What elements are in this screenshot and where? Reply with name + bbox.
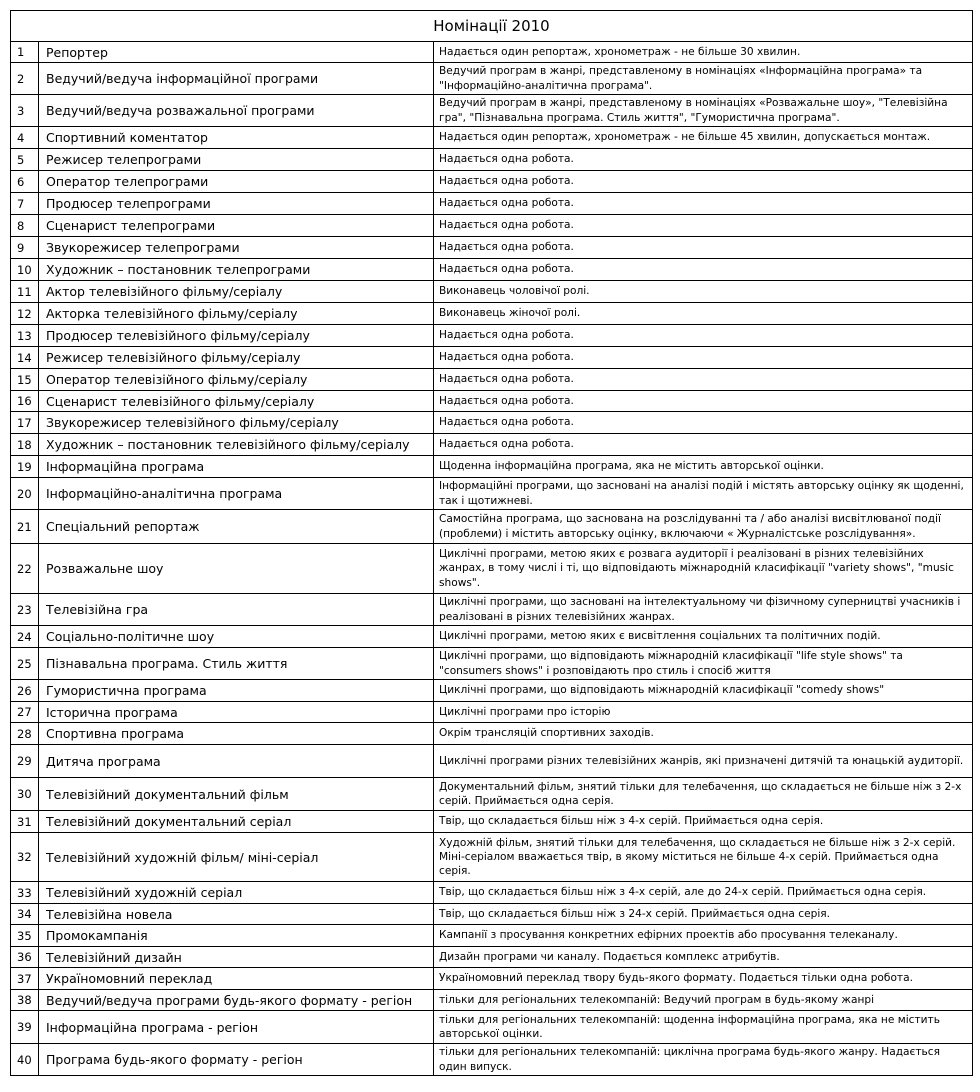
table-title: Номінації 2010 [11, 11, 973, 42]
table-row [11, 626, 973, 648]
table-row [11, 882, 973, 904]
table-row [11, 281, 973, 303]
table-row [11, 193, 973, 215]
table-row [11, 510, 973, 544]
nomination-description: Надається одна робота. [434, 434, 973, 456]
row-number: 11 [11, 281, 39, 303]
nomination-description: Виконавець жіночої ролі. [434, 303, 973, 325]
table-row [11, 127, 973, 149]
nomination-name: Телевізійна гра [39, 594, 434, 626]
row-number: 22 [11, 544, 39, 594]
row-number: 17 [11, 412, 39, 434]
nomination-description: Дизайн програми чи каналу. Подається комплекс атрибутів. [434, 947, 973, 968]
row-number: 32 [11, 833, 39, 882]
nomination-description: Надається одна робота. [434, 391, 973, 412]
row-number: 7 [11, 193, 39, 215]
row-number: 35 [11, 925, 39, 947]
row-number: 10 [11, 259, 39, 281]
table-row [11, 149, 973, 171]
table-row [11, 968, 973, 990]
table-row [11, 259, 973, 281]
row-number: 40 [11, 1044, 39, 1076]
nomination-name: Пізнавальна програма. Стиль життя [39, 648, 434, 680]
nomination-description: Надається одна робота. [434, 325, 973, 347]
table-row [11, 833, 973, 882]
nomination-name: Інформаційна програма - регіон [39, 1011, 434, 1044]
row-number: 16 [11, 391, 39, 412]
nomination-description: Інформаційні програми, що засновані на аналізі подій і містять авторську оцінку як щоденні, так і щотижневі. [434, 478, 973, 510]
nomination-description: Надається одна робота. [434, 369, 973, 391]
row-number: 29 [11, 745, 39, 778]
table-title-row [11, 11, 973, 42]
nomination-name: Історична програма [39, 702, 434, 723]
nomination-description: Ведучий програм в жанрі, представленому в номінаціях «Розважальне шоу», "Телевізійна гра", "Пізнавальна програма. Стиль життя", "Гумористична програма". [434, 95, 973, 127]
table-row [11, 347, 973, 369]
nominations-table [10, 10, 973, 1076]
nomination-name: Спеціальний репортаж [39, 510, 434, 544]
nominations-document [10, 10, 973, 1076]
nomination-description: Виконавець чоловічої ролі. [434, 281, 973, 303]
nomination-description: Циклічні програми, що відповідають міжнародній класифікації "comedy shows" [434, 680, 973, 702]
table-row [11, 42, 973, 63]
row-number: 30 [11, 778, 39, 811]
row-number: 25 [11, 648, 39, 680]
row-number: 31 [11, 811, 39, 833]
nomination-description: тільки для регіональних телекомпаній: щоденна інформаційна програма, яка не містить авторської оцінки. [434, 1011, 973, 1044]
nomination-name: Режисер телевізійного фільму/серіалу [39, 347, 434, 369]
row-number: 26 [11, 680, 39, 702]
table-row [11, 412, 973, 434]
row-number: 13 [11, 325, 39, 347]
nomination-name: Продюсер телепрограми [39, 193, 434, 215]
nomination-name: Телевізійний художній фільм/ міні-серіал [39, 833, 434, 882]
table-row [11, 745, 973, 778]
row-number: 38 [11, 990, 39, 1011]
nomination-name: Художник – постановник телевізійного фільму/серіалу [39, 434, 434, 456]
row-number: 12 [11, 303, 39, 325]
table-row [11, 95, 973, 127]
nomination-name: Оператор телепрограми [39, 171, 434, 193]
nomination-name: Звукорежисер телепрограми [39, 237, 434, 259]
row-number: 5 [11, 149, 39, 171]
nomination-name: Гумористична програма [39, 680, 434, 702]
table-row [11, 434, 973, 456]
nomination-description: Надається одна робота. [434, 149, 973, 171]
nomination-description: Надається одна робота. [434, 193, 973, 215]
nomination-name: Художник – постановник телепрограми [39, 259, 434, 281]
nomination-description: Ведучий програм в жанрі, представленому в номінаціях «Інформаційна програма» та "Інформаційно-аналітична програма". [434, 63, 973, 95]
table-row [11, 215, 973, 237]
table-row [11, 456, 973, 478]
nomination-description: Циклічні програми різних телевізійних жанрів, які призначені дитячій та юнацькій аудиторії. [434, 745, 973, 778]
row-number: 37 [11, 968, 39, 990]
table-row [11, 369, 973, 391]
row-number: 19 [11, 456, 39, 478]
row-number: 9 [11, 237, 39, 259]
nomination-name: Телевізійний документальний серіал [39, 811, 434, 833]
table-row [11, 171, 973, 193]
nomination-name: Телевізійний художній серіал [39, 882, 434, 904]
table-row [11, 990, 973, 1011]
table-row [11, 237, 973, 259]
nomination-name: Дитяча програма [39, 745, 434, 778]
nomination-description: Циклічні програми, що відповідають міжнародній класифікації "life style shows" та "consumers shows" і розповідають про стиль і спосіб життя [434, 648, 973, 680]
nomination-name: Ведучий/ведуча інформаційної програми [39, 63, 434, 95]
nomination-description: Циклічні програми, що засновані на інтелектуальному чи фізичному суперництві учасників і реалізовані в різних телевізійних жанрах. [434, 594, 973, 626]
nomination-name: Інформаційно-аналітична програма [39, 478, 434, 510]
nomination-name: Акторка телевізійного фільму/серіалу [39, 303, 434, 325]
row-number: 36 [11, 947, 39, 968]
table-row [11, 1044, 973, 1076]
nomination-description: Кампанії з просування конкретних ефірних проектів або просування телеканалу. [434, 925, 973, 947]
table-row [11, 1011, 973, 1044]
nomination-name: Інформаційна програма [39, 456, 434, 478]
nomination-name: Програма будь-якого формату - регіон [39, 1044, 434, 1076]
nomination-name: Сценарист телепрограми [39, 215, 434, 237]
nomination-name: Актор телевізійного фільму/серіалу [39, 281, 434, 303]
nomination-description: Циклічні програми, метою яких є розвага аудиторії і реалізовані в різних телевізійних жанрах, в тому числі і ті, що відповідають міжнародній класифікації "variety shows", "music shows". [434, 544, 973, 594]
nomination-description: тільки для регіональних телекомпаній: циклічна програма будь-якого жанру. Надається один випуск. [434, 1044, 973, 1076]
table-row [11, 925, 973, 947]
nomination-description: Самостійна програма, що заснована на розслідуванні та / або аналізі висвітлюваної події (проблеми) і містить авторську оцінку, включаючи « Журналістське розслідування». [434, 510, 973, 544]
nomination-description: Циклічні програми, метою яких є висвітлення соціальних та політичних подій. [434, 626, 973, 648]
table-row [11, 723, 973, 745]
row-number: 21 [11, 510, 39, 544]
nomination-name: Розважальне шоу [39, 544, 434, 594]
table-row [11, 325, 973, 347]
row-number: 2 [11, 63, 39, 95]
table-row [11, 680, 973, 702]
row-number: 3 [11, 95, 39, 127]
nomination-description: Надається один репортаж, хронометраж - не більше 45 хвилин, допускається монтаж. [434, 127, 973, 149]
nomination-name: Україномовний переклад [39, 968, 434, 990]
nomination-name: Сценарист телевізійного фільму/серіалу [39, 391, 434, 412]
nomination-description: Надається одна робота. [434, 347, 973, 369]
row-number: 33 [11, 882, 39, 904]
nomination-description: Надається одна робота. [434, 237, 973, 259]
nomination-description: Документальний фільм, знятий тільки для телебачення, що складається не більше ніж з 2-х серій. Приймається одна серія. [434, 778, 973, 811]
nomination-name: Телевізійний дизайн [39, 947, 434, 968]
nomination-name: Режисер телепрограми [39, 149, 434, 171]
row-number: 27 [11, 702, 39, 723]
nomination-name: Спортивна програма [39, 723, 434, 745]
nomination-description: Надається одна робота. [434, 412, 973, 434]
nomination-description: Надається одна робота. [434, 215, 973, 237]
table-row [11, 303, 973, 325]
nominations-table-body [11, 11, 973, 1076]
nomination-name: Оператор телевізійного фільму/серіалу [39, 369, 434, 391]
row-number: 4 [11, 127, 39, 149]
table-row [11, 594, 973, 626]
nomination-name: Звукорежисер телевізійного фільму/серіалу [39, 412, 434, 434]
nomination-description: Твір, що складається більш ніж з 4-х серій, але до 24-х серій. Приймається одна серія. [434, 882, 973, 904]
row-number: 8 [11, 215, 39, 237]
table-row [11, 778, 973, 811]
nomination-name: Соціально-політичне шоу [39, 626, 434, 648]
row-number: 39 [11, 1011, 39, 1044]
nomination-description: Художній фільм, знятий тільки для телебачення, що складається не більше ніж з 2-х серій. Міні-серіалом вважається твір, в якому міститься не більше 4-х серій. Приймається одна серія. [434, 833, 973, 882]
nomination-description: Твір, що складається більш ніж з 24-х серій. Приймається одна серія. [434, 904, 973, 925]
table-row [11, 391, 973, 412]
nomination-description: тільки для регіональних телекомпаній: Ведучий програм в будь-якому жанрі [434, 990, 973, 1011]
row-number: 18 [11, 434, 39, 456]
nomination-name: Ведучий/ведуча розважальної програми [39, 95, 434, 127]
table-row [11, 63, 973, 95]
table-row [11, 648, 973, 680]
nomination-description: Надається один репортаж, хронометраж - не більше 30 хвилин. [434, 42, 973, 63]
table-row [11, 811, 973, 833]
nomination-name: Телевізійний документальний фільм [39, 778, 434, 811]
nomination-name: Спортивний коментатор [39, 127, 434, 149]
row-number: 6 [11, 171, 39, 193]
nomination-name: Продюсер телевізійного фільму/серіалу [39, 325, 434, 347]
nomination-name: Репортер [39, 42, 434, 63]
row-number: 1 [11, 42, 39, 63]
row-number: 28 [11, 723, 39, 745]
row-number: 34 [11, 904, 39, 925]
nomination-name: Телевізійна новела [39, 904, 434, 925]
table-row [11, 904, 973, 925]
row-number: 23 [11, 594, 39, 626]
nomination-description: Окрім трансляцій спортивних заходів. [434, 723, 973, 745]
row-number: 20 [11, 478, 39, 510]
row-number: 14 [11, 347, 39, 369]
nomination-description: Циклічні програми про історію [434, 702, 973, 723]
nomination-name: Промокампанія [39, 925, 434, 947]
table-row [11, 478, 973, 510]
nomination-description: Твір, що складається більш ніж з 4-х серій. Приймається одна серія. [434, 811, 973, 833]
nomination-description: Щоденна інформаційна програма, яка не містить авторської оцінки. [434, 456, 973, 478]
nomination-description: Надається одна робота. [434, 259, 973, 281]
nomination-name: Ведучий/ведуча програми будь-якого формату - регіон [39, 990, 434, 1011]
table-row [11, 947, 973, 968]
table-row [11, 544, 973, 594]
row-number: 24 [11, 626, 39, 648]
table-row [11, 702, 973, 723]
nomination-description: Надається одна робота. [434, 171, 973, 193]
nomination-description: Україномовний переклад твору будь-якого формату. Подається тільки одна робота. [434, 968, 973, 990]
row-number: 15 [11, 369, 39, 391]
